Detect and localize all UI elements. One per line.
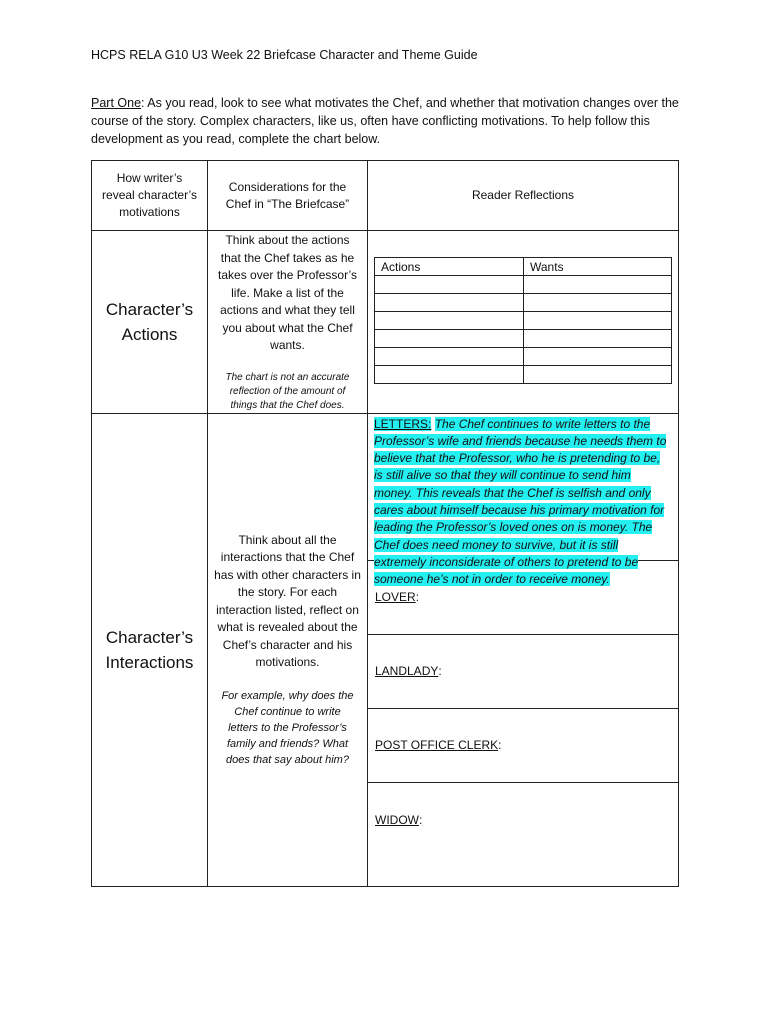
actions-instruction: Think about the actions that the Chef takes as he takes over the Professor’s life. Make a list of the actions and what they tell you about what the Chef wants. bbox=[218, 233, 357, 352]
widow-response[interactable]: WIDOW : bbox=[368, 782, 678, 857]
header-motivations: How writer’s reveal character’s motivations bbox=[92, 161, 208, 231]
header-considerations: Considerations for the Chef in “The Briefcase” bbox=[208, 161, 368, 231]
actions-wants-header bbox=[375, 258, 672, 276]
document-title: HCPS RELA G10 U3 Week 22 Briefcase Character and Theme Guide bbox=[91, 48, 478, 62]
action-cell[interactable] bbox=[375, 330, 524, 348]
table-row bbox=[375, 348, 672, 366]
interactions-considerations bbox=[208, 413, 368, 886]
character-guide-table bbox=[91, 160, 679, 887]
part-one-label: Part One bbox=[91, 96, 142, 110]
want-cell[interactable] bbox=[524, 366, 672, 384]
table-row bbox=[375, 312, 672, 330]
letters-response[interactable] bbox=[368, 414, 678, 587]
want-cell[interactable] bbox=[524, 348, 672, 366]
landlady-label: LANDLADY bbox=[375, 664, 439, 678]
interactions-row bbox=[92, 413, 679, 886]
letters-answer: The Chef continues to write letters to the Professor’s wife and friends because he needs them to believe that the Professor, who he is pretending to be, is still alive so that they will continue to send him money. This reveals that the Chef is selfish and only cares about himself because his primary motivation for leading the Professor’s loved ones on is money. The Chef does need money to survive, but it is still extremely inconsiderate of others to pretend to be someone he’s not in order to receive money. bbox=[374, 416, 667, 587]
widow-label: WIDOW bbox=[375, 812, 419, 827]
table-row bbox=[375, 276, 672, 294]
actions-considerations bbox=[208, 231, 368, 414]
letters-label: LETTERS: bbox=[374, 416, 432, 431]
post-office-clerk-response[interactable]: POST OFFICE CLERK : bbox=[368, 708, 678, 782]
actions-wants-table bbox=[374, 257, 672, 384]
action-cell[interactable] bbox=[375, 294, 524, 312]
header-reader-reflections: Reader Reflections bbox=[368, 161, 679, 231]
actions-column-header: Actions bbox=[375, 258, 524, 276]
want-cell[interactable] bbox=[524, 294, 672, 312]
actions-row bbox=[92, 231, 679, 414]
want-cell[interactable] bbox=[524, 330, 672, 348]
action-cell[interactable] bbox=[375, 312, 524, 330]
part-one-instructions bbox=[91, 94, 691, 148]
actions-reflections bbox=[368, 231, 679, 414]
label-characters-actions: Character’s Actions bbox=[92, 231, 208, 414]
action-cell[interactable] bbox=[375, 276, 524, 294]
label-characters-interactions: Character’s Interactions bbox=[92, 413, 208, 886]
table-row bbox=[375, 294, 672, 312]
interactions-instruction: Think about all the interactions that the Chef has with other characters in the story. For each interaction listed, reflect on what is revealed about the Chef’s character and his motivations. bbox=[214, 532, 361, 669]
lover-label: LOVER bbox=[375, 590, 416, 604]
lover-response[interactable]: LOVER : bbox=[368, 560, 678, 634]
header-row bbox=[92, 161, 679, 231]
want-cell[interactable] bbox=[524, 276, 672, 294]
table-row bbox=[375, 366, 672, 384]
interactions-reflections bbox=[368, 413, 679, 886]
want-cell[interactable] bbox=[524, 312, 672, 330]
action-cell[interactable] bbox=[375, 348, 524, 366]
part-one-text: : As you read, look to see what motivates the Chef, and whether that motivation changes over the course of the story. Complex characters, like us, often have conflicting motivations. To help follow this development as you read, complete the chart below. bbox=[91, 96, 679, 146]
landlady-response[interactable]: LANDLADY : bbox=[368, 634, 678, 708]
table-row bbox=[375, 330, 672, 348]
wants-column-header: Wants bbox=[524, 258, 672, 276]
post-office-clerk-label: POST OFFICE CLERK bbox=[375, 738, 499, 752]
interactions-example: For example, why does the Chef continue to write letters to the Professor’s family and friends? What does that say about him? bbox=[221, 689, 354, 766]
actions-note: The chart is not an accurate reflection of the amount of things that the Chef does. bbox=[225, 371, 350, 411]
action-cell[interactable] bbox=[375, 366, 524, 384]
